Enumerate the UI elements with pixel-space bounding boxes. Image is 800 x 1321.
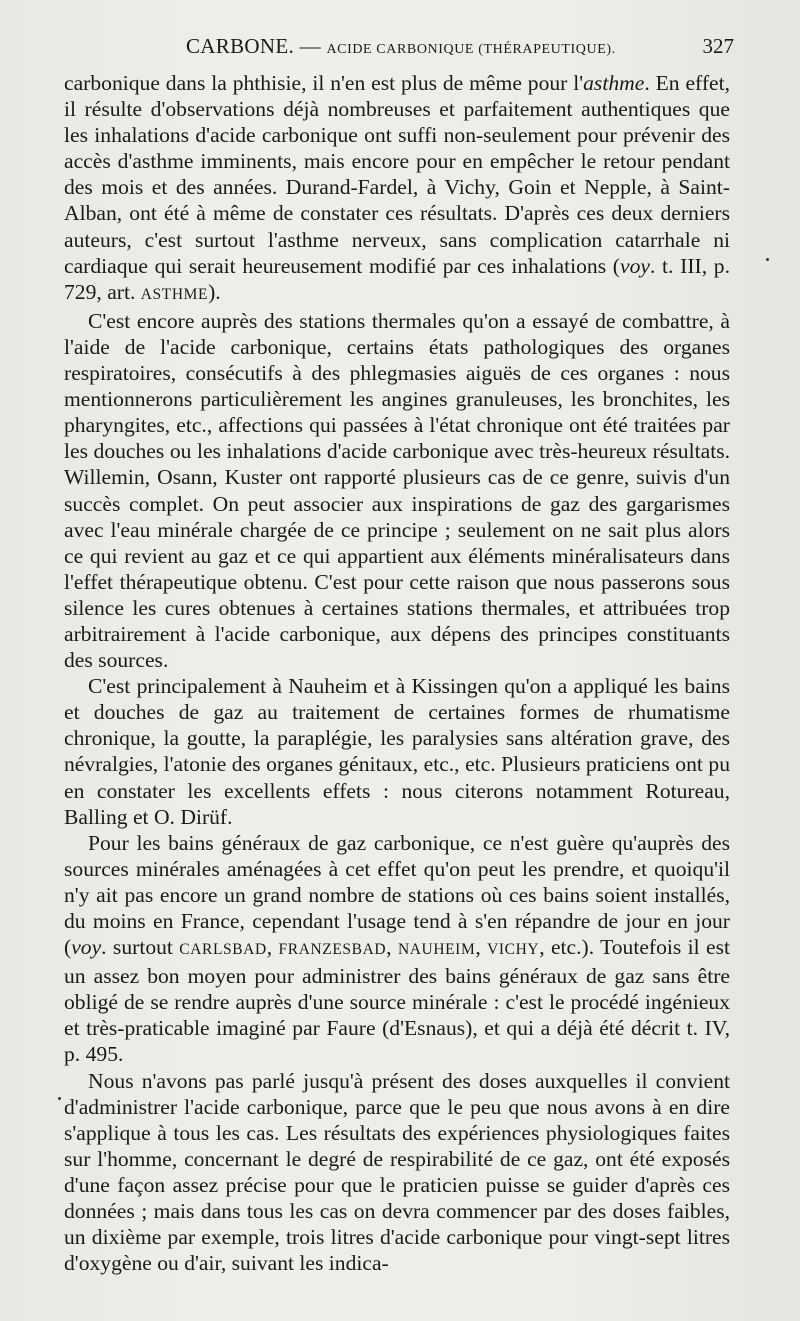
paragraph-p4 bbox=[64, 830, 730, 1068]
running-title bbox=[186, 34, 616, 59]
body-text bbox=[64, 70, 730, 1276]
text-run: . t. III, p. 729, art. bbox=[64, 253, 730, 304]
text-run: C'est encore auprès des stations thermales qu'on a essayé de combattre, à l'aide de l'acide carbonique, certains états pathologiques des organes respiratoires, consécutifs à des phlegmasies aiguës de ces organes : nous mentionnerons particulièrement les angines granuleuses, les bronchites, les pharyngites, etc., affections qui passées à l'état chronique ont été traitées par les douches ou les inhalations d'acide carbonique avec très-heureux résultats. Willemin, Osann, Kuster ont rapporté plusieurs cas de ce genre, suivis d'un succès complet. On peut associer aux inspirations de gaz des gargarismes avec l'eau minérale chargée de ce principe ; seulement on ne sait plus alors ce qui revient au gaz et ce qui appartient aux éléments minéralisateurs dans l'effet thérapeutique obtenu. C'est pour cette raison que nous passerons sous silence les cures obtenues à certaines stations thermales, et attribuées trop arbitrairement à l'acide carbonique, aux dépens des principes constituants des sources. bbox=[64, 308, 730, 673]
running-title-main: CARBONE. bbox=[186, 34, 294, 58]
paragraph-p1 bbox=[64, 70, 730, 308]
text-run: asthme bbox=[583, 71, 645, 95]
paragraph-p2 bbox=[64, 308, 730, 673]
page-number: 327 bbox=[702, 34, 734, 58]
text-run: , bbox=[266, 935, 279, 960]
margin-speck bbox=[58, 1097, 61, 1100]
text-run: ). bbox=[208, 279, 221, 304]
text-run: C'est principalement à Nauheim et à Kissingen qu'on a appliqué les bains et douches de gaz au traitement de certaines formes de rhumatisme chronique, la goutte, la paraplégie, les paralysies sans altération grave, des névralgies, l'atonie des organes génitaux, etc., etc. Plusieurs praticiens ont pu en constater les excellents effets : nous citerons notamment Rotureau, Balling et O. Dirüf. bbox=[64, 674, 730, 829]
text-run: CARLSBAD bbox=[179, 941, 267, 959]
text-run: carbonique dans la phthisie, il n'en est plus de même pour l' bbox=[64, 71, 584, 95]
text-run: VICHY bbox=[487, 941, 540, 959]
text-run: . surtout bbox=[101, 935, 180, 960]
text-run: , etc.). Toutefois il est un assez bon moyen pour administrer des bains généraux de gaz sans être obligé de se rendre auprès d'une source minérale : c'est le procédé ingénieux et très-praticable imaginé par Faure (d'Esnaus), et qui a déjà été décrit t. IV, p. 495. bbox=[64, 935, 731, 1067]
running-header bbox=[186, 34, 734, 62]
text-run: Nous n'avons pas parlé jusqu'à présent des doses auxquelles il convient d'administrer l'acide carbonique, parce que le peu que nous avons à en dire s'applique à tous les cas. Les résultats des expériences physiologiques faites sur l'homme, concernant le degré de respirabilité de ce gaz, ont été exposés d'une façon assez précise pour que le praticien puisse se guider d'après ces données ; mais dans tous les cas on devra commencer par des doses faibles, un dixième par exemple, trois litres d'acide carbonique pour vingt-sept litres d'oxygène ou d'air, suivant les indica- bbox=[64, 1068, 730, 1276]
running-title-sub: ACIDE CARBONIQUE (THÉRAPEUTIQUE). bbox=[326, 42, 616, 57]
text-run: Pour les bains généraux de gaz carbonique, ce n'est guère qu'auprès des sources minérales aménagées à cet effet qu'on peut les prendre, et quoiqu'il n'y ait pas encore un grand nombre de stations où ces bains soient installés, du moins en France, cependant l'usage tend à s'en répandre de jour en jour ( bbox=[64, 830, 730, 960]
text-run: voy bbox=[71, 935, 102, 960]
text-run: voy bbox=[619, 253, 650, 278]
text-run: , bbox=[386, 935, 398, 960]
running-title-dash: — bbox=[299, 34, 321, 58]
text-run: , bbox=[475, 935, 488, 960]
text-run: FRANZESBAD bbox=[278, 941, 387, 959]
text-run: . En effet, il résulte d'observations déjà nombreuses et parfaitement authentiques que les inhalations d'acide carbonique ont suffi non-seulement pour prévenir des accès d'asthme imminents, mais encore pour en empêcher le retour pendant des mois et des années. Durand-Fardel, à Vichy, Goin et Nepple, à Saint-Alban, ont été à même de constater ces résultats. D'après ces deux derniers auteurs, c'est surtout l'asthme nerveux, sans complication catarrhale ni cardiaque qui serait heureusement modifié par ces inhalations ( bbox=[64, 71, 730, 278]
paragraph-p3 bbox=[64, 673, 730, 830]
text-run: ASTHME bbox=[140, 285, 209, 303]
paragraph-p5 bbox=[64, 1068, 730, 1277]
text-run: NAUHEIM bbox=[397, 941, 476, 959]
margin-speck bbox=[766, 258, 769, 261]
